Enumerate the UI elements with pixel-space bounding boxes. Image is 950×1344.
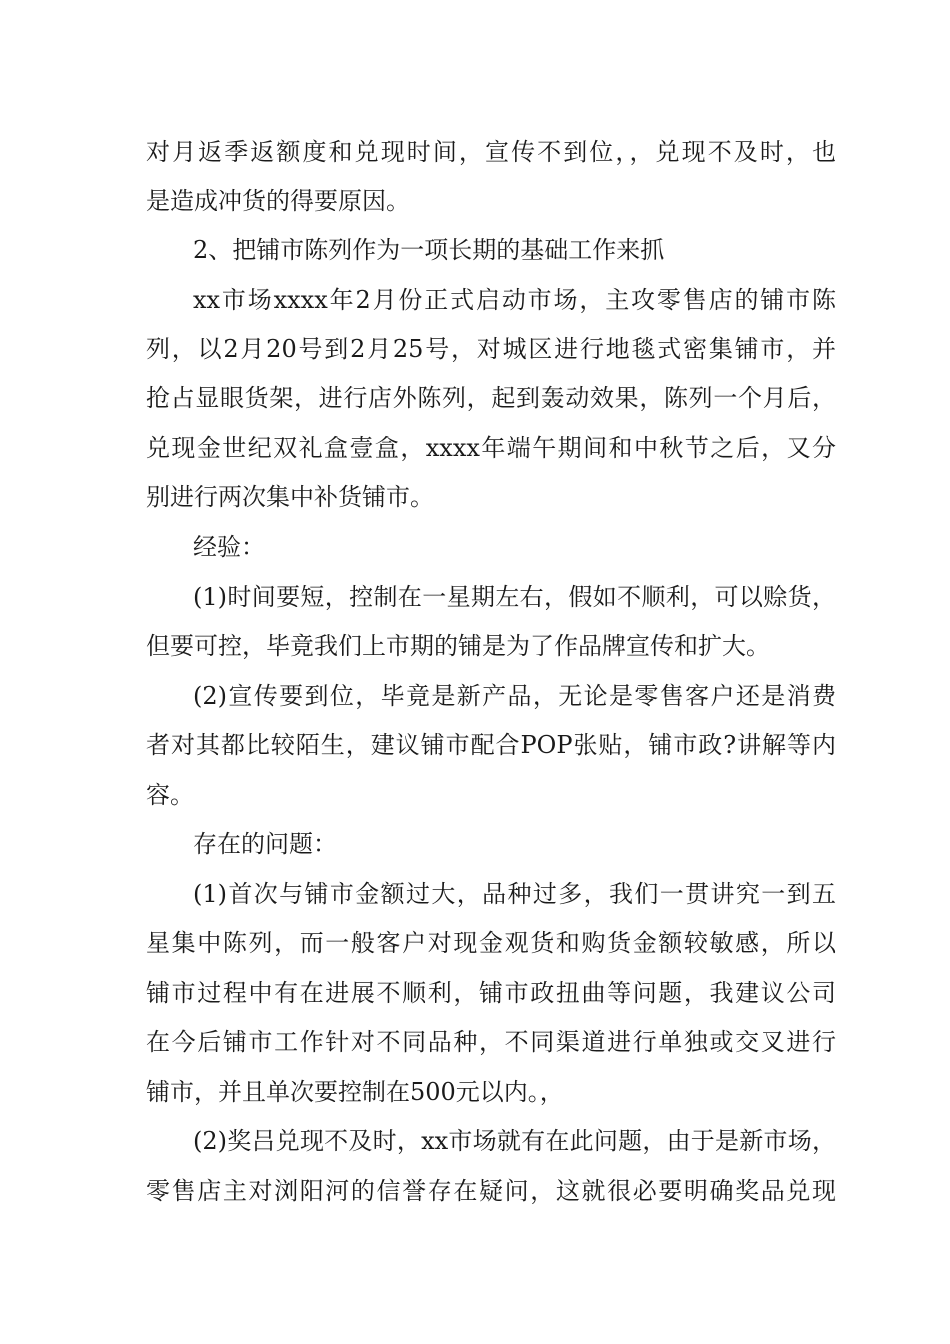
- subheading-experience: 经验：: [193, 533, 265, 561]
- text-line: 兑现金世纪双礼盒壹盒，xxxx年端午期间和中秋节之后，又分: [146, 434, 836, 462]
- text-line: (2)宣传要到位，毕竟是新产品，无论是零售客户还是消费: [193, 682, 836, 710]
- text-line: 是造成冲货的得要原因。: [146, 187, 410, 215]
- text-line: 铺市，并且单次要控制在500元以内。，: [146, 1078, 564, 1106]
- text-line: 但要可控，毕竟我们上市期的铺是为了作品牌宣传和扩大。: [146, 632, 770, 660]
- text-line: 列，以2月20号到2月25号，对城区进行地毯式密集铺市，并: [146, 335, 836, 363]
- text-line: 对月返季返额度和兑现时间，宣传不到位，，兑现不及时，也: [146, 138, 836, 166]
- text-line: 铺市过程中有在进展不顺利，铺市政扭曲等问题，我建议公司: [146, 979, 836, 1007]
- text-line: 容。: [146, 781, 194, 809]
- text-line: (2)奖吕兑现不及时，xx市场就有在此问题，由于是新市场，: [193, 1127, 836, 1155]
- section-heading: 2、把铺市陈列作为一项长期的基础工作来抓: [193, 236, 665, 264]
- text-line: 在今后铺市工作针对不同品种，不同渠道进行单独或交叉进行: [146, 1028, 836, 1056]
- text-line: 零售店主对浏阳河的信誉存在疑问，这就很必要明确奖品兑现: [146, 1177, 836, 1205]
- text-line: 别进行两次集中补货铺市。: [146, 483, 434, 511]
- text-line: (1)时间要短，控制在一星期左右，假如不顺利，可以赊货，: [193, 583, 836, 611]
- text-line: xx市场xxxx年2月份正式启动市场，主攻零售店的铺市陈: [193, 286, 836, 314]
- text-line: 抢占显眼货架，进行店外陈列，起到轰动效果，陈列一个月后，: [146, 384, 836, 412]
- text-line: 者对其都比较陌生，建议铺市配合POP张贴，铺市政?讲解等内: [146, 731, 836, 759]
- subheading-problems: 存在的问题：: [193, 830, 337, 858]
- text-line: (1)首次与铺市金额过大，品种过多，我们一贯讲究一到五: [193, 880, 836, 908]
- text-line: 星集中陈列，而一般客户对现金观货和购货金额较敏感，所以: [146, 929, 836, 957]
